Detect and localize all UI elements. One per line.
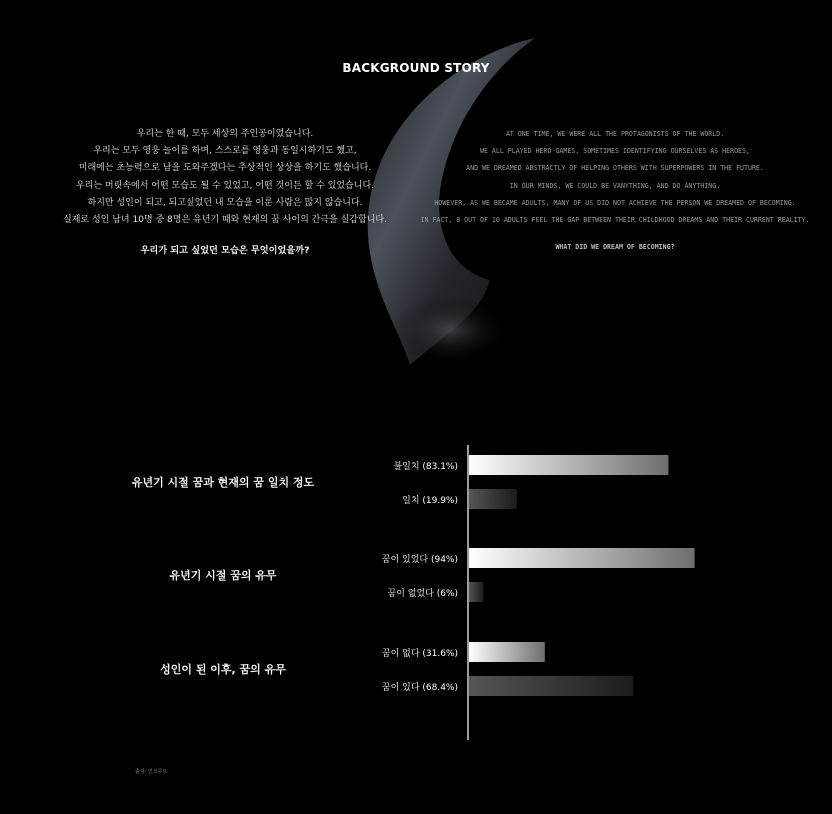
chart-bar — [469, 489, 517, 509]
english-story-line: AT ONE TIME, WE WERE ALL THE PROTAGONISTS OF THE WORLD. — [505, 130, 725, 138]
chart-group-label: 유년기 시절 꿈과 현재의 꿈 일치 정도 — [131, 476, 315, 489]
korean-story-line: 미래에는 초능력으로 남을 도와주겠다는 추상적인 상상을 하기도 했습니다. — [78, 163, 372, 174]
english-question: WHAT DID WE DREAM OF BECOMING? — [555, 243, 675, 251]
english-story-line: HOWEVER, AS WE BECAME ADULTS, MANY OF US DID NOT ACHIEVE THE PERSON WE DREAMED OF BECOMING. — [434, 198, 796, 207]
english-story — [420, 126, 810, 229]
korean-story-line: 실제로 성인 남녀 10명 중 8명은 유년기 때와 현재의 꿈 사이의 간극을 실감합니다. — [63, 215, 387, 226]
korean-story-line: 우리는 머릿속에서 어떤 모습도 될 수 있었고, 어떤 것이든 할 수 있었습니다. — [75, 180, 374, 191]
chart-bar — [469, 582, 483, 602]
chart-bar — [469, 455, 668, 475]
chart-group-label: 성인이 된 이후, 꿈의 유무 — [160, 663, 286, 676]
korean-story-line: 우리는 한 때, 모두 세상의 주인공이었습니다. — [136, 129, 314, 139]
source-note: 출처: 인크루트 — [135, 769, 168, 775]
page-title: BACKGROUND STORY — [342, 61, 490, 75]
chart-bar-label: 꿈이 없었다 (6%) — [387, 589, 458, 599]
chart-bar-label: 꿈이 있었다 (94%) — [381, 555, 458, 565]
survey-bar-chart — [0, 440, 832, 750]
chart-bar-label: 꿈이 없다 (31.6%) — [381, 649, 458, 659]
english-story-line: WE ALL PLAYED HERO GAMES, SOMETIMES IDENTIFYING OURSELVES AS HEROES, — [480, 147, 750, 156]
korean-story-line: 우리는 모두 영웅 놀이를 하며, 스스로를 영웅과 동일시하기도 했고, — [93, 146, 357, 157]
korean-story-line: 하지만 성인이 되고, 되고싶었던 내 모습을 이룬 사람은 많지 않습니다. — [87, 197, 363, 208]
english-story-line: IN OUR MINDS, WE COULD BE VANYTHING, AND DO ANYTHING. — [509, 181, 721, 190]
korean-story — [30, 126, 420, 229]
korean-question: 우리가 되고 싶었던 모습은 무엇이었을까? — [140, 245, 310, 256]
english-story-line: IN FACT, 8 OUT OF 10 ADULTS FEEL THE GAP BETWEEN THEIR CHILDHOOD DREAMS AND THEIR CURRENT REALITY. — [420, 216, 810, 225]
chart-bar-label: 꿈이 있다 (68.4%) — [381, 683, 458, 693]
english-story-line: AND WE DREAMED ABSTRACTLY OF HELPING OTHERS WITH SUPERPOWERS IN THE FUTURE. — [466, 164, 764, 173]
chart-bar-label: 불일치 (83.1%) — [393, 462, 458, 472]
chart-bar-label: 일치 (19.9%) — [402, 496, 458, 506]
chart-group-label: 유년기 시절 꿈의 유무 — [169, 569, 277, 582]
chart-bar — [469, 676, 633, 696]
chart-bar — [469, 642, 545, 662]
chart-bar — [469, 548, 695, 568]
